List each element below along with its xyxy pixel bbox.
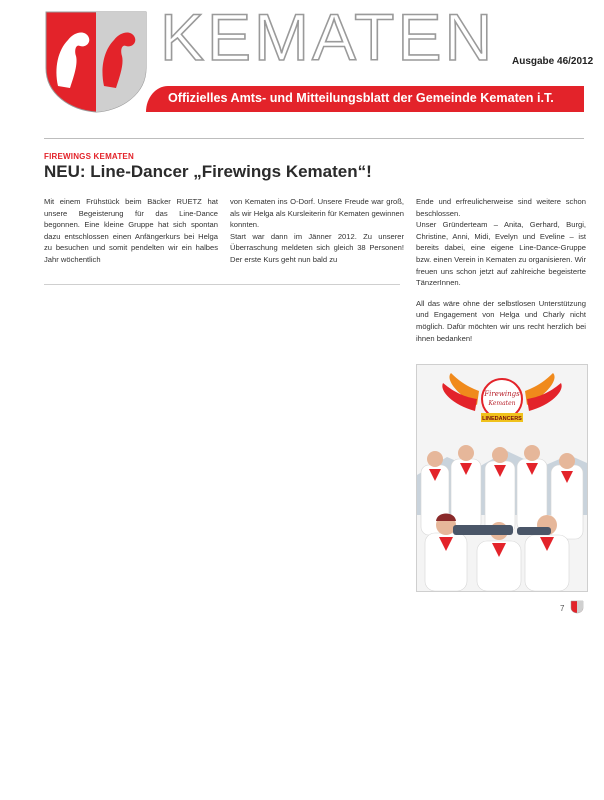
logo-ribbon-text: LINEDANCERS bbox=[482, 416, 522, 422]
municipal-crest-logo bbox=[44, 10, 148, 114]
paragraph: All das wäre ohne der selbstlosen Unterstützung und Engagement von Helga und Charly nicht möglich. Dafür möchten wir uns recht herzlich bei ihnen bedanken! bbox=[416, 298, 586, 343]
column-divider bbox=[44, 284, 400, 285]
paragraph: von Kematen ins O-Dorf. Unsere Freude war groß, als wir Helga als Kursleiterin für Kematen gewinnen konnten. bbox=[230, 197, 404, 230]
logo-text-top: Firewings bbox=[484, 390, 520, 398]
page-number: 7 bbox=[560, 604, 565, 613]
article-column-2 bbox=[230, 196, 404, 275]
paragraph: Unser Gründerteam – Anita, Gerhard, Burgi, Christine, Anni, Midi, Evelyn und Eveline – ist bereits dabei, eine eigene Line-Dance-Gruppe bzw. einen Verein in Kematen zu organisieren. Wir freuen uns schon jetzt auf zahlreiche begeisterte TänzerInnen. bbox=[416, 220, 586, 288]
issue-number: Ausgabe 46/2012 bbox=[512, 56, 594, 67]
article-column-3 bbox=[416, 196, 586, 353]
logo-text-mid: Kematen bbox=[488, 400, 516, 407]
banner-subtitle: Offizielles Amts- und Mitteilungsblatt der Gemeinde Kematen i.T. bbox=[168, 91, 554, 105]
header-divider bbox=[44, 138, 584, 139]
crest-icon bbox=[570, 600, 584, 614]
article-column-1 bbox=[44, 196, 218, 275]
newsletter-title: KEMATEN bbox=[160, 0, 496, 74]
group-photo bbox=[416, 364, 588, 592]
section-label: FIREWINGS KEMATEN bbox=[44, 152, 134, 161]
article-headline: NEU: Line-Dancer „Firewings Kematen“! bbox=[44, 162, 372, 181]
paragraph: Ende und erfreulicherweise sind weitere schon beschlossen. bbox=[416, 197, 586, 218]
paragraph: Mit einem Frühstück beim Bäcker RUETZ hat unsere Begeisterung für das Line-Dance begonnen. Eine kleine Gruppe hat sich spontan dazu entschlossen einen Anfängerkurs bei Helga zu besuchen und somit pendelten wir ein halbes Jahr wöchentlich bbox=[44, 197, 218, 264]
header-banner bbox=[146, 86, 584, 112]
paragraph: Start war dann im Jänner 2012. Zu unserer Überraschung meldeten sich gleich 38 Personen! Der erste Kurs geht nun bald zu bbox=[230, 231, 404, 264]
